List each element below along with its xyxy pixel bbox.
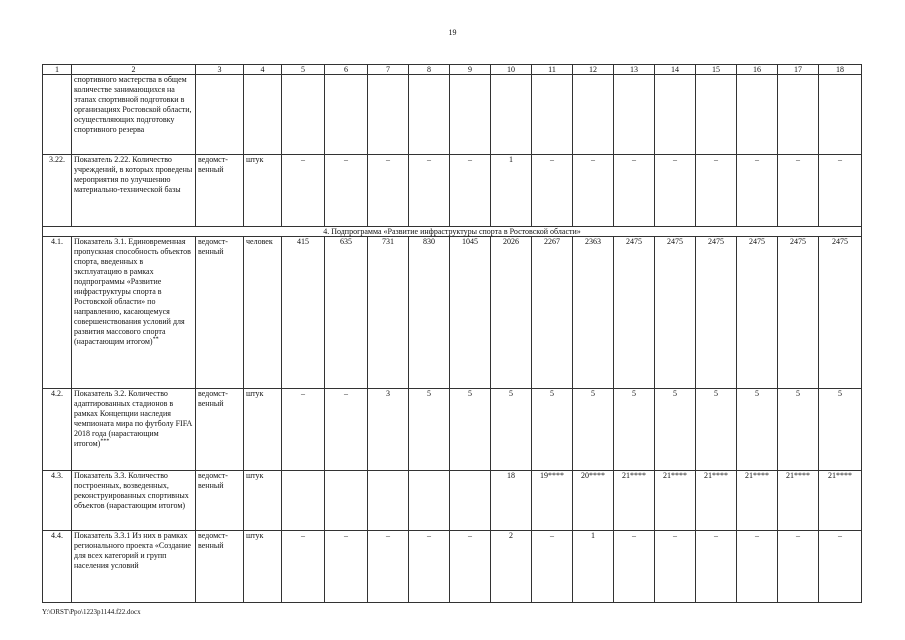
year-value: 2475: [737, 237, 778, 389]
year-value: 830: [409, 237, 450, 389]
column-number: 12: [573, 65, 614, 75]
year-value: –: [282, 531, 325, 603]
year-value: 5: [696, 389, 737, 471]
year-value: 1: [491, 155, 532, 227]
year-value: 2: [491, 531, 532, 603]
indicator-name-text: Показатель 3.3. Количество построенных, возведенных, реконструированных спортивных объектов (нарастающим итогом): [74, 471, 189, 510]
column-number: 1: [43, 65, 72, 75]
table-row: [43, 75, 862, 155]
year-value: –: [368, 155, 409, 227]
year-value: –: [450, 531, 491, 603]
year-value: [573, 75, 614, 155]
row-number: 4.4.: [43, 531, 72, 603]
indicator-name-text: Показатель 3.2. Количество адаптированных стадионов в рамках Концепции наследия чемпионата мира по футболу FIFA 2018 года (нарастающим итогом): [74, 389, 192, 448]
row-number: 4.3.: [43, 471, 72, 531]
indicator-name: [72, 389, 196, 471]
indicator-type: ведомст-венный: [196, 155, 244, 227]
indicator-name: [72, 155, 196, 227]
year-value: –: [450, 155, 491, 227]
footnote-mark: ***: [100, 438, 110, 445]
year-value: –: [737, 531, 778, 603]
unit: человек: [244, 237, 282, 389]
indicators-table: [42, 64, 862, 603]
year-value: 1045: [450, 237, 491, 389]
year-value: 5: [778, 389, 819, 471]
year-value: [368, 471, 409, 531]
column-number: 8: [409, 65, 450, 75]
year-value: 2363: [573, 237, 614, 389]
year-value: –: [655, 155, 696, 227]
year-value: 21****: [614, 471, 655, 531]
year-value: –: [409, 155, 450, 227]
year-value: 5: [491, 389, 532, 471]
year-value: [325, 75, 368, 155]
year-value: [614, 75, 655, 155]
row-number: 3.22.: [43, 155, 72, 227]
year-value: 415: [282, 237, 325, 389]
indicator-type: ведомст-венный: [196, 237, 244, 389]
indicator-type: ведомст-венный: [196, 389, 244, 471]
table-row: [43, 389, 862, 471]
file-path-footer: Y:\ORST\Ppo\1223p1144.f22.docx: [42, 608, 141, 616]
year-value: –: [282, 155, 325, 227]
column-number: 4: [244, 65, 282, 75]
unit: штук: [244, 389, 282, 471]
year-value: [778, 75, 819, 155]
indicator-name: [72, 237, 196, 389]
column-number: 14: [655, 65, 696, 75]
unit: штук: [244, 155, 282, 227]
year-value: –: [819, 531, 862, 603]
year-value: 2475: [778, 237, 819, 389]
section-title: 4. Подпрограмма «Развитие инфраструктуры спорта в Ростовской области»: [43, 227, 862, 237]
year-value: 2475: [614, 237, 655, 389]
unit: [244, 75, 282, 155]
year-value: –: [368, 531, 409, 603]
year-value: –: [737, 155, 778, 227]
column-number: 16: [737, 65, 778, 75]
table-row: [43, 531, 862, 603]
table-row: [43, 471, 862, 531]
year-value: –: [325, 531, 368, 603]
column-number: 9: [450, 65, 491, 75]
indicator-name-text: Показатель 3.1. Единовременная пропускная способность объектов спорта, введенных в эксплуатацию в рамках подпрограммы «Развитие инфраструктуры спорта в Ростовской области» по направлению, касающемуся совершенствования условий для развития массового спорта (нарастающим итогом): [74, 237, 191, 346]
year-value: [409, 471, 450, 531]
footnote-mark: **: [152, 336, 159, 343]
row-number: 4.1.: [43, 237, 72, 389]
row-number: [43, 75, 72, 155]
year-value: –: [325, 389, 368, 471]
year-value: [491, 75, 532, 155]
year-value: [368, 75, 409, 155]
year-value: –: [778, 155, 819, 227]
year-value: [532, 75, 573, 155]
indicator-type: [196, 75, 244, 155]
table-row: [43, 155, 862, 227]
year-value: 1: [573, 531, 614, 603]
indicator-name: [72, 531, 196, 603]
indicator-type: ведомст-венный: [196, 471, 244, 531]
year-value: –: [573, 155, 614, 227]
unit: штук: [244, 471, 282, 531]
year-value: 21****: [696, 471, 737, 531]
year-value: 5: [737, 389, 778, 471]
indicator-name-text: Показатель 2.22. Количество учреждений, в которых проведены мероприятия по улучшению материально-технической базы: [74, 155, 193, 194]
column-number: 5: [282, 65, 325, 75]
year-value: –: [409, 531, 450, 603]
year-value: –: [778, 531, 819, 603]
year-value: 5: [532, 389, 573, 471]
year-value: [282, 471, 325, 531]
year-value: –: [325, 155, 368, 227]
year-value: [282, 75, 325, 155]
year-value: 731: [368, 237, 409, 389]
year-value: 635: [325, 237, 368, 389]
column-number: 2: [72, 65, 196, 75]
column-number: 10: [491, 65, 532, 75]
year-value: [737, 75, 778, 155]
indicator-name-text: спортивного мастерства в общем количестве занимающихся на этапах спортивной подготовки в организациях Ростовской области, осуществляющих подготовку спортивного резерва: [74, 75, 192, 134]
year-value: –: [532, 531, 573, 603]
year-value: –: [614, 531, 655, 603]
year-value: 2475: [655, 237, 696, 389]
year-value: 21****: [655, 471, 696, 531]
column-number: 13: [614, 65, 655, 75]
year-value: 5: [819, 389, 862, 471]
year-value: 2475: [696, 237, 737, 389]
column-number-row: [43, 65, 862, 75]
year-value: 18: [491, 471, 532, 531]
year-value: 21****: [778, 471, 819, 531]
year-value: 5: [655, 389, 696, 471]
column-number: 18: [819, 65, 862, 75]
year-value: –: [655, 531, 696, 603]
year-value: 2026: [491, 237, 532, 389]
year-value: 19****: [532, 471, 573, 531]
year-value: 3: [368, 389, 409, 471]
indicator-name-text: Показатель 3.3.1 Из них в рамках регионального проекта «Создание для всех категорий и групп населения условий: [74, 531, 191, 570]
year-value: [655, 75, 696, 155]
section-row: [43, 227, 862, 237]
column-number: 7: [368, 65, 409, 75]
column-number: 15: [696, 65, 737, 75]
unit: штук: [244, 531, 282, 603]
column-number: 11: [532, 65, 573, 75]
indicator-name: [72, 471, 196, 531]
year-value: [325, 471, 368, 531]
indicator-type: ведомст-венный: [196, 531, 244, 603]
column-number: 3: [196, 65, 244, 75]
year-value: 2267: [532, 237, 573, 389]
year-value: 2475: [819, 237, 862, 389]
year-value: 21****: [819, 471, 862, 531]
year-value: –: [532, 155, 573, 227]
year-value: [409, 75, 450, 155]
year-value: 21****: [737, 471, 778, 531]
year-value: 20****: [573, 471, 614, 531]
year-value: –: [282, 389, 325, 471]
year-value: [450, 471, 491, 531]
year-value: [450, 75, 491, 155]
year-value: 5: [573, 389, 614, 471]
year-value: –: [819, 155, 862, 227]
indicator-name: [72, 75, 196, 155]
year-value: [819, 75, 862, 155]
year-value: 5: [450, 389, 491, 471]
year-value: 5: [614, 389, 655, 471]
year-value: 5: [409, 389, 450, 471]
row-number: 4.2.: [43, 389, 72, 471]
year-value: –: [614, 155, 655, 227]
year-value: –: [696, 531, 737, 603]
year-value: [696, 75, 737, 155]
column-number: 6: [325, 65, 368, 75]
page-number: 19: [448, 28, 457, 37]
table-row: [43, 237, 862, 389]
column-number: 17: [778, 65, 819, 75]
year-value: –: [696, 155, 737, 227]
